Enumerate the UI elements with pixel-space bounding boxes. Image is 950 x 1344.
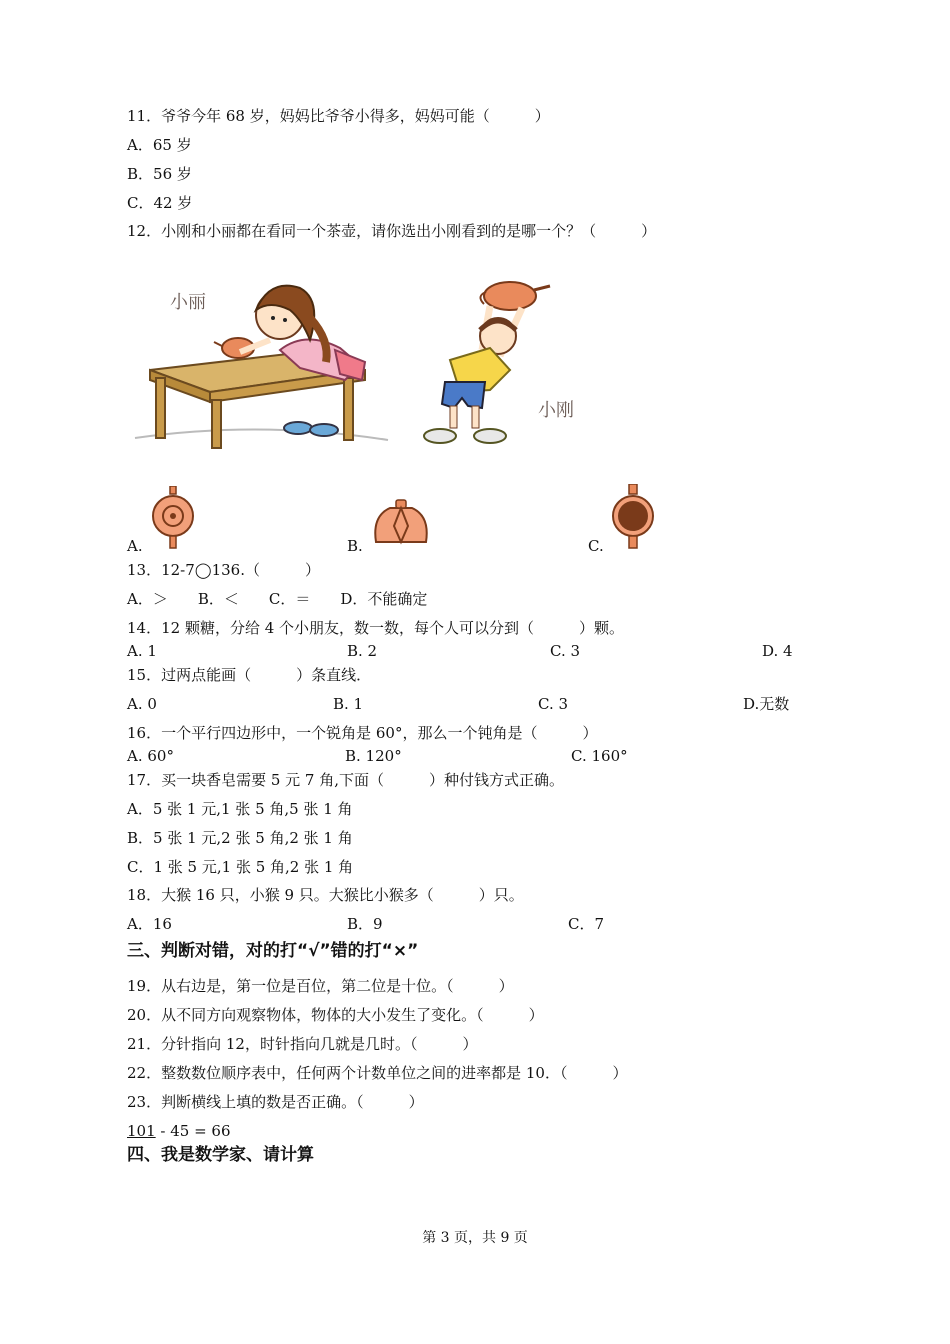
q14-option-a: A. 1 [127, 642, 157, 660]
boy-with-teapot-illustration [410, 270, 560, 450]
q18-option-a: A．16 [127, 915, 172, 933]
q15-option-b: B. 1 [333, 695, 364, 713]
q16-option-c: C. 160° [571, 747, 628, 765]
q17-option-b: B．5 张 1 元,2 张 5 角,2 张 1 角 [127, 829, 353, 847]
q21: 21．分针指向 12，时针指向几就是几时。（ ） [127, 1035, 478, 1053]
q23-filled-number: 101 [127, 1122, 156, 1140]
q17-option-c: C．1 张 5 元,1 张 5 角,2 张 1 角 [127, 858, 354, 876]
q22: 22．整数数位顺序表中，任何两个计数单位之间的进率都是 10．（ ） [127, 1064, 628, 1082]
q11-option-b: B．56 岁 [127, 165, 192, 183]
q23-equation [127, 1121, 231, 1141]
q12-option-b: B. [347, 537, 363, 555]
q13-options: A．＞ B．＜ C．＝ D．不能确定 [127, 590, 428, 608]
q19: 19．从右边是，第一位是百位，第二位是十位。（ ） [127, 977, 514, 995]
q11-option-c: C．42 岁 [127, 194, 193, 212]
teapot-top-view-icon [150, 486, 196, 550]
q12-option-a: A. [127, 537, 143, 555]
section4-title: 四、我是数学家、请计算 [127, 1145, 314, 1165]
q20: 20．从不同方向观察物体，物体的大小发生了变化。（ ） [127, 1006, 544, 1024]
q15-option-c: C. 3 [538, 695, 569, 713]
q16-stem: 16．一个平行四边形中，一个锐角是 60°，那么一个钝角是（ ） [127, 724, 598, 742]
q18-option-b: B．9 [347, 915, 383, 933]
q16-option-b: B. 120° [345, 747, 402, 765]
section3-title: 三、判断对错，对的打“√”错的打“×” [127, 941, 419, 961]
q18-option-c: C．7 [568, 915, 605, 933]
q15-stem: 15．过两点能画（ ）条直线． [127, 666, 372, 684]
q14-option-c: C. 3 [550, 642, 581, 660]
q11-stem: 11．爷爷今年 68 岁，妈妈比爷爷小得多，妈妈可能（ ） [127, 107, 550, 125]
q14-option-d: D. 4 [762, 642, 793, 660]
q23: 23．判断横线上填的数是否正确。（ ） [127, 1093, 424, 1111]
q14-option-b: B. 2 [347, 642, 378, 660]
girl-at-table-illustration [130, 270, 390, 450]
q11-option-a: A．65 岁 [127, 136, 192, 154]
q12-option-c: C. [588, 537, 604, 555]
q17-option-a: A．5 张 1 元,1 张 5 角,5 张 1 角 [127, 800, 353, 818]
teapot-bottom-view-icon [610, 484, 656, 550]
q15-option-a: A. 0 [127, 695, 157, 713]
q12-stem: 12．小刚和小丽都在看同一个茶壶，请你选出小刚看到的是哪一个？（ ） [127, 222, 657, 240]
q16-option-a: A. 60° [127, 747, 174, 765]
q23-equation-rest: - 45 = 66 [155, 1122, 231, 1140]
label-xiaogang: 小刚 [538, 400, 574, 421]
q13-stem: 13．12-7◯136.（ ） [127, 561, 320, 579]
teapot-side-view-icon [370, 496, 432, 548]
q17-stem: 17．买一块香皂需要 5 元 7 角,下面（ ）种付钱方式正确。 [127, 771, 565, 789]
q18-stem: 18．大猴 16 只，小猴 9 只。大猴比小猴多（ ）只。 [127, 886, 524, 904]
page-footer: 第 3 页，共 9 页 [422, 1230, 528, 1246]
q14-stem: 14．12 颗糖，分给 4 个小朋友，数一数，每个人可以分到（ ）颗。 [127, 619, 625, 637]
label-xiaoli: 小丽 [170, 292, 206, 313]
q15-option-d: D.无数 [743, 695, 790, 713]
